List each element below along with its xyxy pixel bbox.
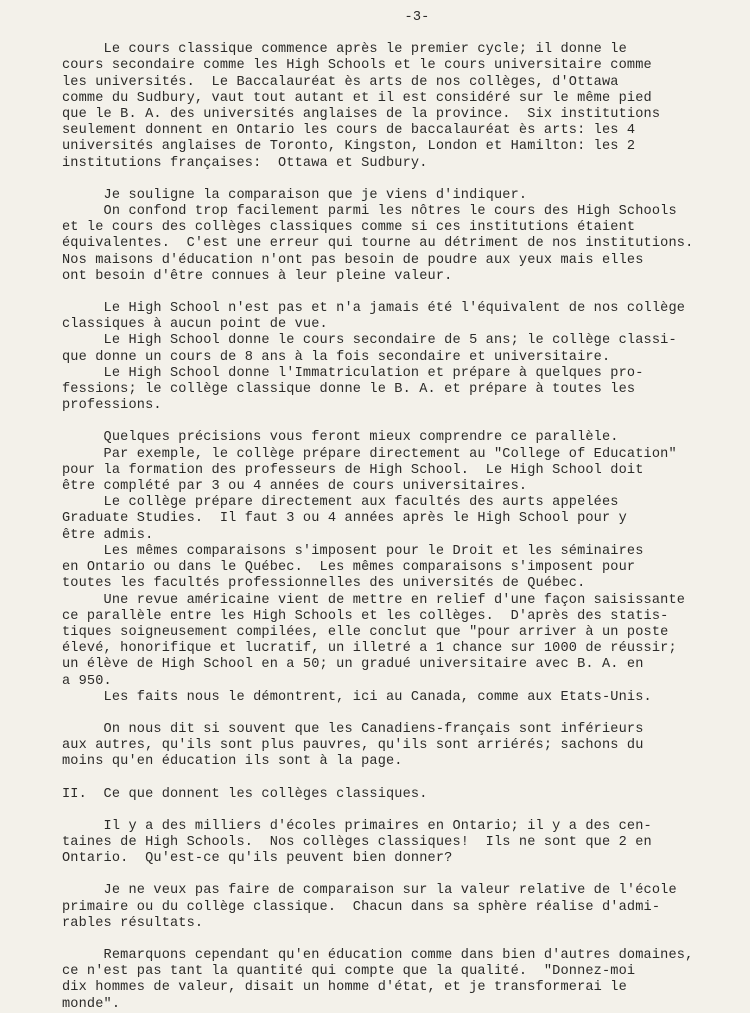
text-line: Le High School donne l'Immatriculation et prépare à quelques pro- — [62, 365, 644, 381]
paragraph — [62, 883, 732, 932]
paragraph — [62, 42, 732, 172]
text-line: Quelques précisions vous feront mieux comprendre ce parallèle. — [62, 430, 619, 446]
text-line: les universités. Le Baccalauréat ès arts de nos collèges, d'Ottawa — [62, 74, 619, 90]
paragraph — [62, 188, 732, 285]
text-line: primaire ou du collège classique. Chacun dans sa sphère réalise d'admi- — [62, 899, 661, 915]
text-line: toutes les facultés professionnelles des universités de Québec. — [62, 576, 586, 592]
text-line: Le collège prépare directement aux facultés des aurts appelées — [62, 495, 619, 511]
text-line: Une revue américaine vient de mettre en relief d'une façon saisissante — [62, 592, 686, 608]
text-line: pour la formation des professeurs de High School. Le High School doit — [62, 462, 644, 478]
text-line: que le B. A. des universités anglaises de la province. Six institutions — [62, 107, 661, 123]
text-line: ce n'est pas tant la quantité qui compte que la qualité. "Donnez-moi — [62, 964, 636, 980]
text-line: professions. — [62, 398, 162, 414]
text-line: classiques à aucun point de vue. — [62, 317, 328, 333]
body-text — [62, 42, 732, 1013]
text-line: monde". — [62, 996, 121, 1012]
text-line: Le cours classique commence après le premier cycle; il donne le — [62, 42, 627, 58]
text-line: Je ne veux pas faire de comparaison sur la valeur relative de l'école — [62, 883, 677, 899]
page-number: -3- — [404, 10, 430, 25]
text-line: rables résultats. — [62, 915, 204, 931]
text-line: Les faits nous le démontrent, ici au Canada, comme aux Etats-Unis. — [62, 689, 652, 705]
paragraph — [62, 948, 732, 1013]
text-line: moins qu'en éducation ils sont à la page. — [62, 754, 403, 770]
text-line: taines de High Schools. Nos collèges classiques! Ils ne sont que 2 en — [62, 834, 652, 850]
text-line: a 950. — [62, 673, 112, 689]
text-line: Je souligne la comparaison que je viens d'indiquer. — [62, 187, 528, 203]
text-line: II. Ce que donnent les collèges classiques. — [62, 786, 428, 802]
text-line: en Ontario ou dans le Québec. Les mêmes comparaisons s'imposent pour — [62, 560, 636, 576]
paragraph — [62, 819, 732, 868]
text-line: Graduate Studies. Il faut 3 ou 4 années après le High School pour y — [62, 511, 627, 527]
text-line: institutions françaises: Ottawa et Sudbury. — [62, 155, 428, 171]
text-line: seulement donnent en Ontario les cours de baccalauréat ès arts: les 4 — [62, 123, 636, 139]
text-line: Nos maisons d'éducation n'ont pas besoin de poudre aux yeux mais elles — [62, 252, 644, 268]
text-line: ce parallèle entre les High Schools et les collèges. D'après des statis- — [62, 608, 669, 624]
text-line: Le High School n'est pas et n'a jamais été l'équivalent de nos collège — [62, 301, 686, 317]
text-line: Remarquons cependant qu'en éducation comme dans bien d'autres domaines, — [62, 947, 694, 963]
text-line: cours secondaire comme les High Schools et le cours universitaire comme — [62, 58, 652, 74]
text-line: et le cours des collèges classiques comme si ces institutions étaient — [62, 220, 636, 236]
text-line: un élève de High School en a 50; un gradué universitaire avec B. A. en — [62, 657, 644, 673]
text-line: ont besoin d'être connues à leur pleine valeur. — [62, 268, 453, 284]
text-line: élevé, honorifique et lucratif, un illetré a 1 chance sur 1000 de réussir; — [62, 641, 677, 657]
text-line: Le High School donne le cours secondaire de 5 ans; le collège classi- — [62, 333, 677, 349]
text-line: que donne un cours de 8 ans à la fois secondaire et universitaire. — [62, 349, 611, 365]
text-line: équivalentes. C'est une erreur qui tourne au détriment de nos institutions. — [62, 236, 694, 252]
text-line: Par exemple, le collège prépare directement au "College of Education" — [62, 446, 677, 462]
text-line: tiques soigneusement compilées, elle conclut que "pour arriver à un poste — [62, 624, 669, 640]
text-line: universités anglaises de Toronto, Kingston, London et Hamilton: les 2 — [62, 139, 636, 155]
text-line: fessions; le collège classique donne le B. A. et prépare à toutes les — [62, 382, 636, 398]
text-line: être admis. — [62, 527, 154, 543]
text-line: On confond trop facilement parmi les nôtres le cours des High Schools — [62, 204, 677, 220]
paragraph — [62, 787, 732, 803]
text-line: aux autres, qu'ils sont plus pauvres, qu'ils sont arriérés; sachons du — [62, 738, 644, 754]
text-line: Les mêmes comparaisons s'imposent pour le Droit et les séminaires — [62, 543, 644, 559]
text-line: On nous dit si souvent que les Canadiens-français sont inférieurs — [62, 721, 644, 737]
paragraph — [62, 301, 732, 414]
text-line: Ontario. Qu'est-ce qu'ils peuvent bien donner? — [62, 851, 453, 867]
paragraph — [62, 430, 732, 705]
text-line: Il y a des milliers d'écoles primaires en Ontario; il y a des cen- — [62, 818, 652, 834]
text-line: dix hommes de valeur, disait un homme d'état, et je transformerai le — [62, 980, 627, 996]
text-line: être complété par 3 ou 4 années de cours universitaires. — [62, 479, 528, 495]
text-line: comme du Sudbury, vaut tout autant et il est considéré sur le même pied — [62, 90, 652, 106]
paragraph — [62, 722, 732, 771]
